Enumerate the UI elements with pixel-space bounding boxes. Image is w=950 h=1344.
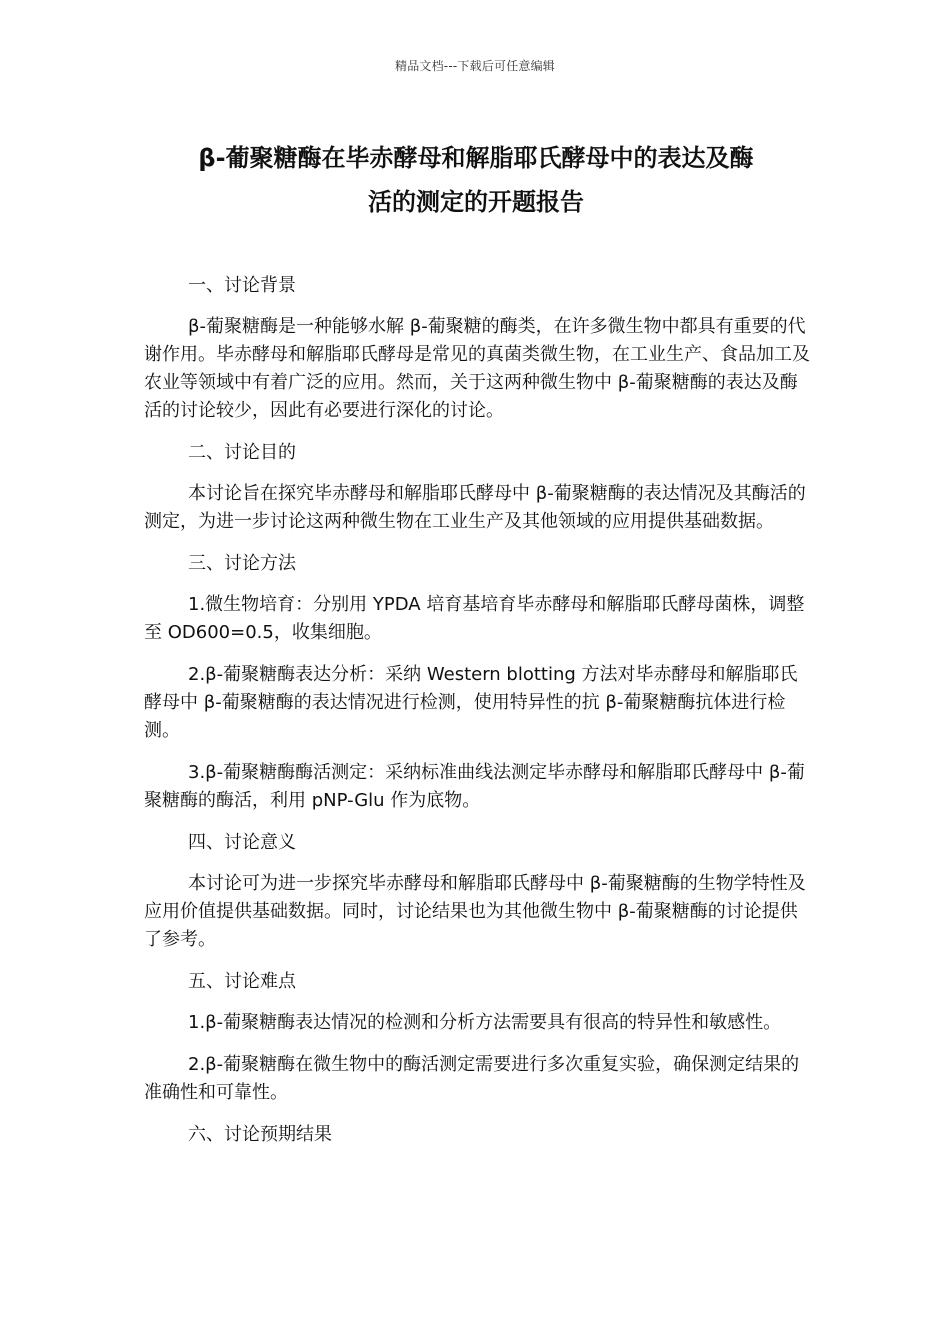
section-heading-methods: 三、讨论方法 (188, 553, 296, 574)
title-line-1: β-葡聚糖酶在毕赤酵母和解脂耶氏酵母中的表达及酶 (198, 144, 754, 172)
paragraph-difficulty-2: 2.β-葡聚糖酶在微生物中的酶活测定需要进行多次重复实验，确保测定结果的准确性和可靠性。 (144, 1054, 800, 1103)
header-note: 精品文档---下载后可任意编辑 (395, 59, 555, 73)
section-heading-expected-results: 六、讨论预期结果 (188, 1124, 332, 1145)
section-heading-purpose: 二、讨论目的 (188, 442, 296, 463)
paragraph-method-3: 3.β-葡聚糖酶酶活测定：采纳标准曲线法测定毕赤酵母和解脂耶氏酵母中 β-葡聚糖酶的酶活，利用 pNP-Glu 作为底物。 (144, 762, 805, 811)
section-heading-background: 一、讨论背景 (188, 275, 296, 296)
paragraph-significance: 本讨论可为进一步探究毕赤酵母和解脂耶氏酵母中 β-葡聚糖酶的生物学特性及应用价值提供基础数据。同时，讨论结果也为其他微生物中 β-葡聚糖酶的讨论提供了参考。 (144, 873, 806, 950)
document-title (136, 136, 816, 224)
paragraph-purpose: 本讨论旨在探究毕赤酵母和解脂耶氏酵母中 β-葡聚糖酶的表达情况及其酶活的测定，为进一步讨论这两种微生物在工业生产及其他领域的应用提供基础数据。 (144, 483, 806, 532)
paragraph-background: β-葡聚糖酶是一种能够水解 β-葡聚糖的酶类，在许多微生物中都具有重要的代谢作用。毕赤酵母和解脂耶氏酵母是常见的真菌类微生物，在工业生产、食品加工及农业等领域中有着广泛的应用。然而，关于这两种微生物中 β-葡聚糖酶的表达及酶活的讨论较少，因此有必要进行深化的讨论。 (144, 316, 810, 421)
section-heading-difficulties: 五、讨论难点 (188, 971, 296, 992)
paragraph-method-1: 1.微生物培育：分别用 YPDA 培育基培育毕赤酵母和解脂耶氏酵母菌株，调整至 OD600=0.5，收集细胞。 (144, 594, 805, 643)
paragraph-difficulty-1: 1.β-葡聚糖酶表达情况的检测和分析方法需要具有很高的特异性和敏感性。 (188, 1012, 782, 1033)
document-body (144, 272, 810, 1162)
paragraph-method-2: 2.β-葡聚糖酶表达分析：采纳 Western blotting 方法对毕赤酵母和解脂耶氏酵母中 β-葡聚糖酶的表达情况进行检测，使用特异性的抗 β-葡聚糖酶抗体进行检测。 (144, 664, 798, 741)
section-heading-significance: 四、讨论意义 (188, 832, 296, 853)
title-line-2: 活的测定的开题报告 (368, 188, 584, 216)
